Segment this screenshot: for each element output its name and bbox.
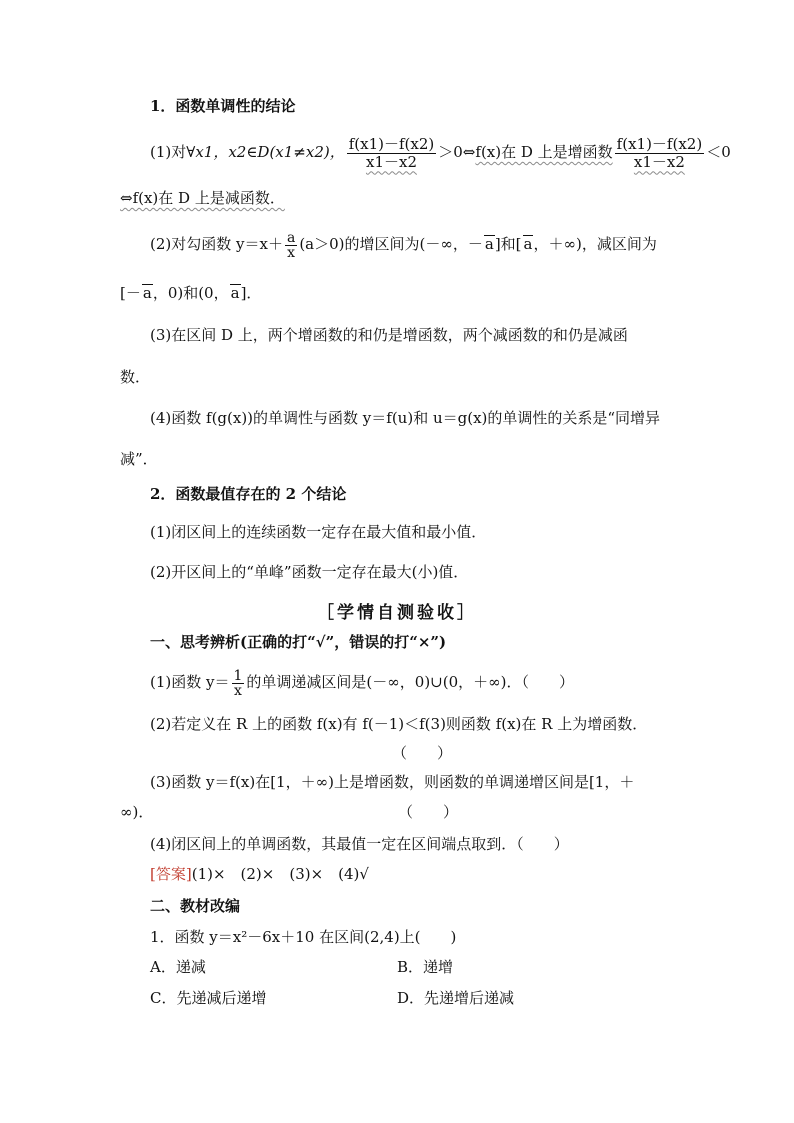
textbook-question: 1．函数 y＝x²－6x＋10 在区间(2,4)上( ): [150, 928, 457, 946]
section-title: ［学情自测验收］: [317, 603, 477, 623]
sqrt-a: a: [230, 284, 240, 302]
answer-tag: [答案]: [150, 865, 192, 883]
judge-item-1: [150, 660, 574, 704]
para-1-prefix: (1)对∀: [150, 143, 196, 161]
fraction-numerator: f(x1)－f(x2): [616, 134, 703, 153]
para-3: (3)在区间 D 上，两个增函数的和仍是增函数，两个减函数的和仍是减函: [150, 326, 628, 344]
option-a: A．递减: [150, 958, 206, 976]
conclusion-1: (1)闭区间上的连续函数一定存在最大值和最小值．: [150, 523, 487, 541]
para-1-continued: [120, 188, 285, 208]
judge-item-2: (2)若定义在 R 上的函数 f(x)有 f(－1)＜f(3)则函数 f(x)在 R 上为增函数．: [150, 715, 648, 733]
decreasing-function-text: ⇔f(x)在 D 上是减函数．: [120, 189, 285, 207]
para-1: [150, 130, 731, 174]
difference-quotient-2: [615, 136, 705, 171]
a-over-x-fraction: [285, 231, 297, 260]
fraction-denominator: x: [234, 682, 242, 699]
sqrt-a: a: [523, 235, 533, 253]
fraction-numerator: a: [286, 229, 296, 246]
greater-than-zero: ＞0⇔: [438, 143, 476, 161]
interval-start: [－: [120, 284, 141, 302]
fraction-denominator: x: [287, 244, 296, 261]
para-2-continued: [120, 283, 261, 303]
option-b: B．递增: [397, 958, 454, 976]
heading-monotonicity: 1．函数单调性的结论: [150, 97, 296, 115]
para-4-continued: 减”．: [120, 450, 158, 468]
fraction-denominator: x1－x2: [633, 152, 685, 171]
judge-item-4: (4)闭区间上的单调函数，其最值一定在区间端点取到．（ ）: [150, 835, 569, 853]
interval-end: ]．: [240, 284, 262, 302]
fraction-numerator: f(x1)－f(x2): [348, 134, 435, 153]
heading-extremum: 2．函数最值存在的 2 个结论: [150, 485, 347, 503]
increasing-function-text: f(x)在 D 上是增函数: [475, 143, 613, 161]
answer-text: (1)× (2)× (3)× (4)√: [191, 865, 369, 883]
judge-item-3-continued: ∞)．: [120, 803, 154, 821]
interval-mid: ，0)和(0，: [152, 284, 229, 302]
para-4: (4)函数 f(g(x))的单调性与函数 y＝f(u)和 u＝g(x)的单调性的关系是“同增异: [150, 409, 661, 427]
fraction-denominator: x1－x2: [365, 152, 417, 171]
item-1-end: 的单调递减区间是(－∞，0)∪(0，＋∞)．（ ）: [246, 673, 574, 691]
judge-item-3-paren: （ ）: [398, 803, 459, 821]
conclusion-2: (2)开区间上的“单峰”函数一定存在最大(小)值．: [150, 563, 469, 581]
para-2-start: (2)对勾函数 y＝x＋: [150, 235, 283, 253]
para-2: [150, 222, 657, 266]
answer-line: [150, 864, 369, 884]
para-2-and: ]和[: [494, 235, 522, 253]
fraction-numerator: 1: [233, 667, 243, 684]
para-1-vars: x1，x2∈D(x1≠x2)，: [195, 143, 345, 161]
less-than-zero: ＜0: [706, 143, 731, 161]
para-2-end: ，＋∞)，减区间为: [533, 235, 657, 253]
judge-item-3: (3)函数 y＝f(x)在[1，＋∞)上是增函数，则函数的单调递增区间是[1，＋: [150, 773, 635, 791]
para-3-continued: 数．: [120, 368, 151, 386]
item-1-start: (1)函数 y＝: [150, 673, 230, 691]
sqrt-a: a: [142, 284, 152, 302]
judge-item-2-paren: （ ）: [392, 744, 453, 762]
one-over-x-fraction: [232, 669, 245, 698]
option-d: D．先递增后递减: [397, 989, 515, 1007]
part1-title: 一、思考辨析(正确的打“√”，错误的打“×”): [150, 633, 447, 651]
part2-title: 二、教材改编: [150, 897, 241, 915]
sqrt-a: a: [484, 235, 494, 253]
difference-quotient-1: [347, 136, 437, 171]
option-c: C．先递减后递增: [150, 989, 267, 1007]
para-2-mid: (a＞0)的增区间为(－∞，－: [299, 235, 483, 253]
